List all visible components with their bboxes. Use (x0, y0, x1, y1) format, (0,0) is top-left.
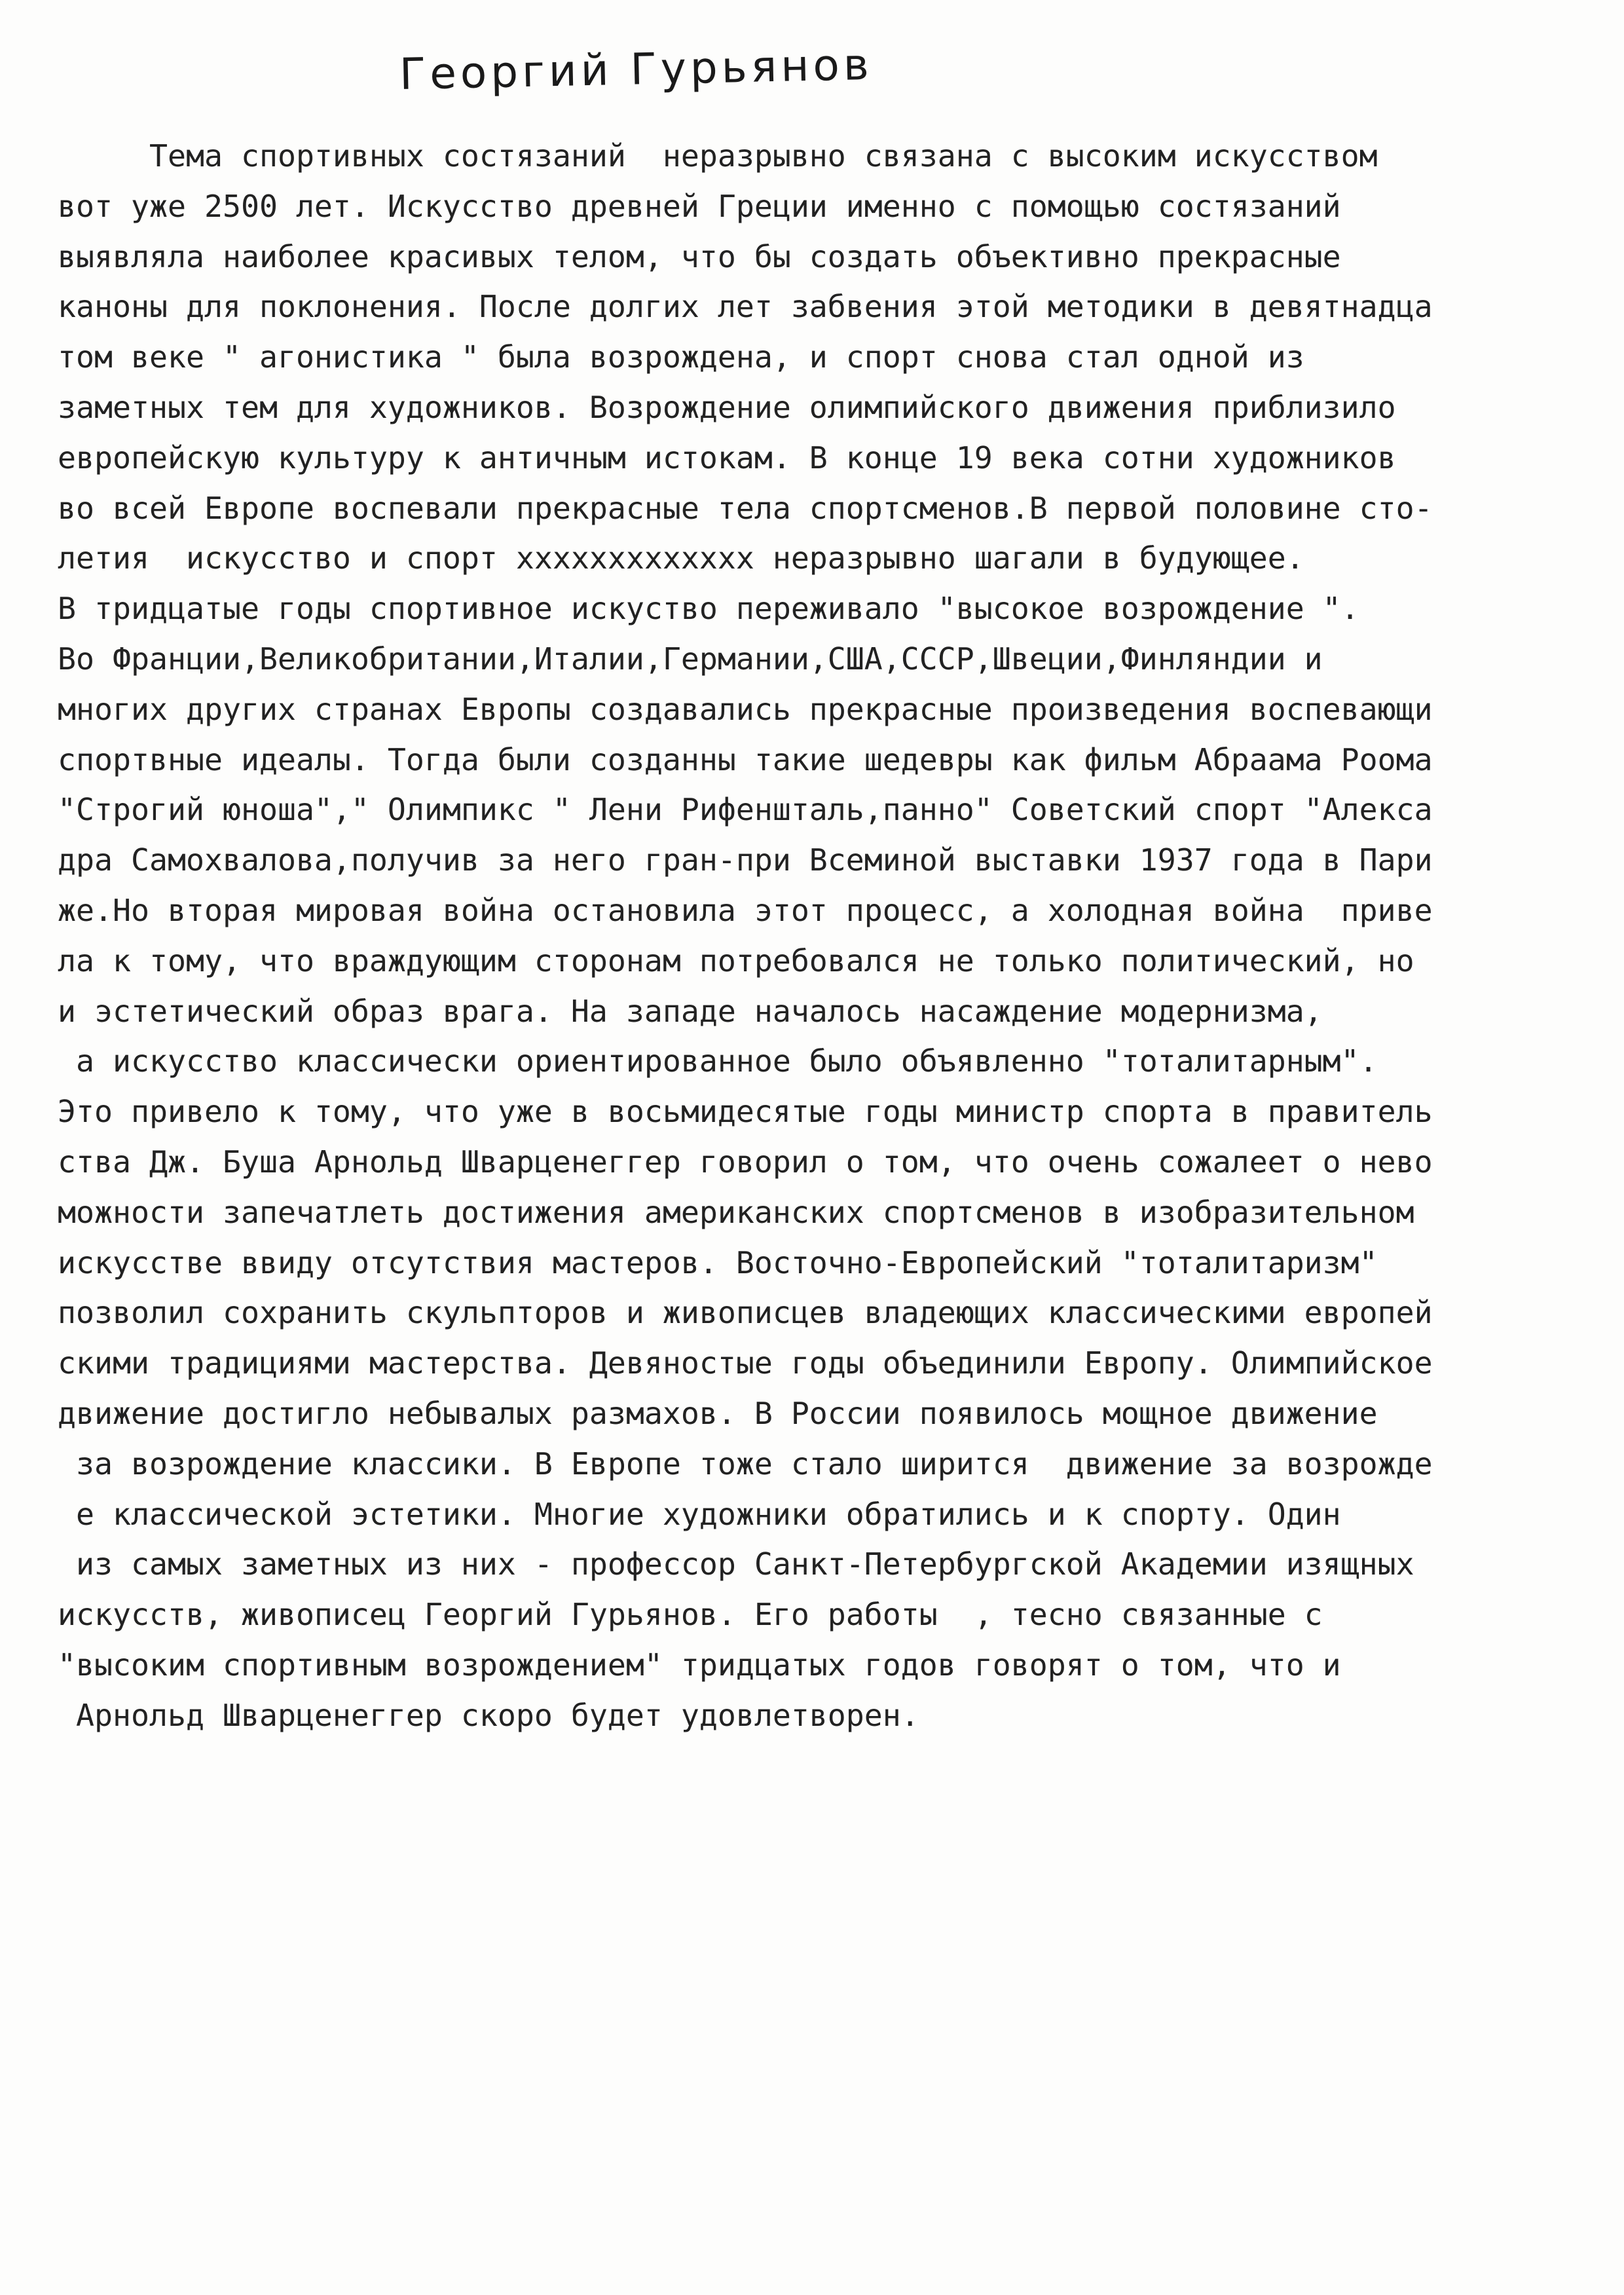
text-line: из самых заметных из них - профессор Санкт-Петербургской Академии изящных (58, 1546, 1414, 1582)
text-line: и эстетический образ врага. На западе началось насаждение модернизма, (58, 993, 1323, 1029)
typewritten-body (58, 131, 1616, 1741)
handwritten-title: Георгий Гурьянов (399, 39, 874, 100)
text-line: "высоким спортивным возрождением" тридцатых годов говорят о том, что и (58, 1647, 1341, 1683)
text-line: Арнольд Шварценеггер скоро будет удовлетворен. (58, 1697, 919, 1733)
text-line: европейскую культуру к античным истокам. В конце 19 века сотни художников (58, 439, 1396, 476)
text-line: искусств, живописец Георгий Гурьянов. Его работы , тесно связанные с (58, 1597, 1323, 1633)
text-line: каноны для поклонения. После долгих лет забвения этой методики в девятнадца (58, 289, 1433, 325)
text-line: дра Самохвалова,получив за него гран-при Всеминой выставки 1937 года в Пари (58, 842, 1433, 878)
text-line: движение достигло небывалых размахов. В России появилось мощное движение (58, 1395, 1378, 1431)
text-line: Во Франции,Великобритании,Италии,Германии,США,СССР,Швеции,Финляндии и (58, 641, 1323, 677)
text-line: Тема спортивных состязаний неразрывно связана с высоким искусством (58, 138, 1378, 174)
text-line: вот уже 2500 лет. Искусство древней Греции именно с помощью состязаний (58, 188, 1341, 224)
text-line: позволил сохранить скульпторов и живописцев владеющих классическими европей (58, 1295, 1433, 1331)
text-line: "Строгий юноша"," Олимпикс " Лени Рифеншталь,панно" Советский спорт "Алекса (58, 792, 1433, 828)
text-line: выявляла наиболее красивых телом, что бы создать объективно прекрасные (58, 238, 1341, 274)
text-line: можности запечатлеть достижения американских спортсменов в изобразительном (58, 1194, 1414, 1230)
text-line: В тридцатые годы спортивное искуство переживало "высокое возрождение ". (58, 591, 1359, 627)
text-line: ла к тому, что враждующим сторонам потребовался не только политический, но (58, 942, 1414, 979)
text-line: том веке " агонистика " была возрождена, и спорт снова стал одной из (58, 339, 1304, 375)
text-line: заметных тем для художников. Возрождение олимпийского движения приблизило (58, 389, 1396, 425)
text-line: Это привело к тому, что уже в восьмидесятые годы министр спорта в правитель (58, 1094, 1433, 1130)
text-line: во всей Европе воспевали прекрасные тела спортсменов.В первой половине сто- (58, 490, 1433, 526)
text-line: е классической эстетики. Многие художники обратились и к спорту. Один (58, 1496, 1341, 1532)
text-line: же.Но вторая мировая война остановила этот процесс, а холодная война приве (58, 892, 1433, 928)
text-line: а искусство классически ориентированное было объявленно "тоталитарным". (58, 1043, 1378, 1079)
text-line: скими традициями мастерства. Девяностые годы объединили Европу. Олимпийское (58, 1345, 1433, 1381)
text-line: искусстве ввиду отсутствия мастеров. Восточно-Европейский "тоталитаризм" (58, 1244, 1378, 1280)
text-line: спортвные идеалы. Тогда были созданны такие шедевры как фильм Абраама Роома (58, 741, 1433, 777)
text-line: ства Дж. Буша Арнольд Шварценеггер говорил о том, что очень сожалеет о нево (58, 1144, 1433, 1180)
text-line: летия искусство и спорт xxxxxxxxxxxxx неразрывно шагали в будующее. (58, 540, 1304, 576)
text-line: многих других странах Европы создавались прекрасные произведения воспевающи (58, 691, 1433, 727)
text-line: за возрождение классики. В Европе тоже стало ширится движение за возрожде (58, 1446, 1433, 1482)
